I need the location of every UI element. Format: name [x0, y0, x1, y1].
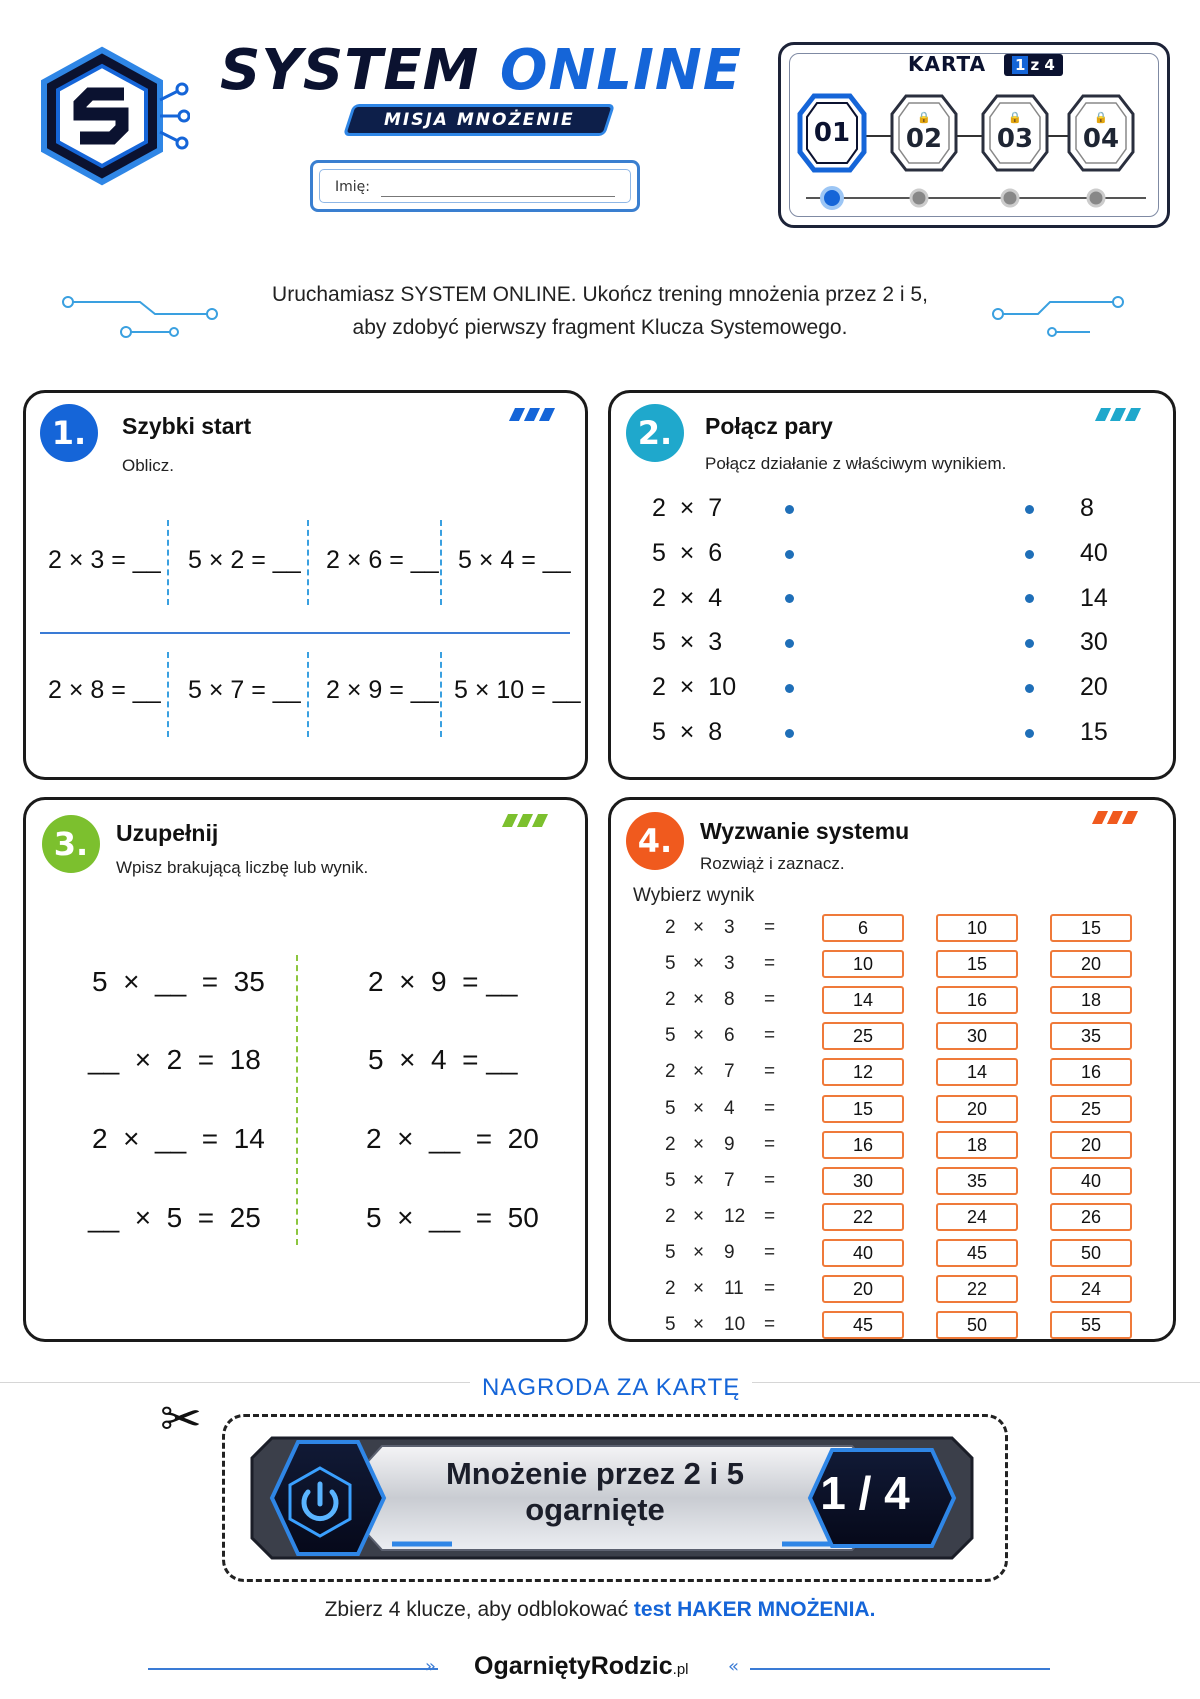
collect-text: Zbierz 4 klucze, aby odblokować [324, 1598, 634, 1621]
pair-left-dot[interactable] [785, 505, 794, 514]
challenge-factor-b: 3 [724, 953, 735, 974]
intro-line-2: aby zdobyć pierwszy fragment Klucza Systemowego. [352, 316, 848, 339]
lock-icon: 🔒 [1008, 111, 1022, 124]
column-divider [167, 520, 169, 605]
power-icon [282, 1464, 358, 1540]
challenge-times-sign: × [693, 1170, 705, 1191]
answer-option[interactable]: 40 [1050, 1167, 1132, 1195]
card-counter-total: z 4 [1030, 56, 1055, 74]
reward-text [420, 1456, 770, 1528]
fill-equation[interactable]: 5 × 4 = __ [368, 1044, 518, 1075]
column-divider [307, 652, 309, 737]
level-01-number: 01 [813, 118, 851, 148]
footer-line-right [750, 1668, 1050, 1670]
task-1-badge: 1. [40, 404, 98, 462]
answer-option[interactable]: 45 [936, 1239, 1018, 1267]
answer-option[interactable]: 22 [936, 1275, 1018, 1303]
task-3-stripes [505, 814, 545, 827]
challenge-factor-a: 2 [665, 1061, 676, 1082]
answer-option[interactable]: 25 [1050, 1095, 1132, 1123]
pair-result: 40 [1080, 539, 1108, 567]
chevron-left-icon: « [728, 1656, 740, 1677]
reward-count: 1 / 4 [820, 1467, 910, 1519]
task-2-badge: 2. [626, 404, 684, 462]
collect-highlight: test HAKER MNOŻENIA. [633, 1598, 876, 1621]
task-2-subtitle: Połącz działanie z właściwym wynikiem. [705, 454, 1007, 473]
circuit-decoration-right [990, 290, 1130, 340]
name-writing-line[interactable] [381, 196, 615, 197]
challenge-factor-a: 2 [665, 1134, 676, 1155]
circuit-decoration-left [60, 290, 220, 340]
challenge-times-sign: × [693, 1098, 705, 1119]
system-logo [30, 42, 190, 192]
pair-right-dot[interactable] [1025, 684, 1034, 693]
pair-result: 14 [1080, 584, 1108, 612]
answer-option[interactable]: 26 [1050, 1203, 1132, 1231]
pair-left-dot[interactable] [785, 594, 794, 603]
collect-keys-text [150, 1598, 1050, 1622]
card-counter-current: 1 [1012, 56, 1028, 74]
challenge-factor-b: 9 [724, 1242, 735, 1263]
fill-equation[interactable]: __ × 2 = 18 [88, 1044, 261, 1075]
challenge-factor-a: 2 [665, 1206, 676, 1227]
answer-option[interactable]: 12 [822, 1058, 904, 1086]
reward-line-1: Mnożenie przez 2 i 5 [445, 1456, 744, 1491]
task-3-subtitle: Wpisz brakującą liczbę lub wynik. [116, 858, 369, 877]
task-2-title: Połącz pary [705, 413, 833, 439]
answer-option[interactable]: 22 [822, 1203, 904, 1231]
level-02-number: 02 [905, 124, 943, 154]
challenge-factor-b: 3 [724, 917, 735, 938]
card-label: KARTA [908, 52, 987, 76]
challenge-times-sign: × [693, 1061, 705, 1082]
answer-option[interactable]: 20 [1050, 1131, 1132, 1159]
mission-label: MISJA MNOŻENIE [383, 110, 575, 130]
card-counter-badge [1004, 54, 1063, 76]
answer-option[interactable]: 20 [822, 1275, 904, 1303]
challenge-times-sign: × [693, 1206, 705, 1227]
challenge-factor-a: 5 [665, 1170, 676, 1191]
challenge-equals-sign: = [764, 1314, 776, 1335]
answer-option[interactable]: 14 [936, 1058, 1018, 1086]
challenge-factor-a: 2 [665, 989, 676, 1010]
fill-equation[interactable]: __ × 5 = 25 [88, 1202, 261, 1233]
answer-option[interactable]: 24 [936, 1203, 1018, 1231]
challenge-factor-a: 5 [665, 1314, 676, 1335]
challenge-equals-sign: = [764, 1098, 776, 1119]
pair-result: 30 [1080, 628, 1108, 656]
name-field[interactable] [310, 160, 640, 212]
challenge-equals-sign: = [764, 1061, 776, 1082]
challenge-equals-sign: = [764, 1025, 776, 1046]
task-1-equation[interactable]: 5 × 10 = __ [454, 676, 581, 704]
answer-option[interactable]: 16 [822, 1131, 904, 1159]
answer-option[interactable]: 10 [936, 914, 1018, 942]
challenge-times-sign: × [693, 1278, 705, 1299]
title-online: ONLINE [499, 38, 743, 103]
answer-option[interactable]: 15 [822, 1095, 904, 1123]
choose-result-label: Wybierz wynik [633, 885, 755, 906]
answer-option[interactable]: 50 [1050, 1239, 1132, 1267]
pair-right-dot[interactable] [1025, 550, 1034, 559]
challenge-factor-a: 2 [665, 1278, 676, 1299]
lock-icon: 🔒 [917, 111, 931, 124]
name-label: Imię: [335, 179, 370, 195]
task-1-equation[interactable]: 2 × 8 = __ [48, 676, 161, 704]
challenge-factor-a: 5 [665, 1098, 676, 1119]
pair-right-dot[interactable] [1025, 505, 1034, 514]
column-divider [296, 955, 298, 1245]
challenge-equals-sign: = [764, 1170, 776, 1191]
answer-option[interactable]: 40 [822, 1239, 904, 1267]
challenge-times-sign: × [693, 1134, 705, 1155]
challenge-factor-b: 10 [724, 1314, 746, 1335]
challenge-equals-sign: = [764, 1134, 776, 1155]
answer-option[interactable]: 35 [936, 1167, 1018, 1195]
fill-equation[interactable]: 2 × 9 = __ [368, 966, 518, 997]
reward-line-2: ogarnięte [525, 1492, 665, 1527]
mission-banner [343, 104, 615, 136]
intro-text [230, 278, 970, 344]
task-1-title: Szybki start [122, 413, 252, 439]
level-03-number: 03 [996, 124, 1034, 154]
challenge-times-sign: × [693, 989, 705, 1010]
challenge-equals-sign: = [764, 1278, 776, 1299]
pair-left-dot[interactable] [785, 550, 794, 559]
challenge-factor-b: 8 [724, 989, 735, 1010]
column-divider [167, 652, 169, 737]
answer-option[interactable]: 35 [1050, 1022, 1132, 1050]
answer-option[interactable]: 16 [1050, 1058, 1132, 1086]
chevron-right-icon: » [425, 1656, 437, 1677]
answer-option[interactable]: 15 [936, 950, 1018, 978]
task-1-stripes [512, 408, 552, 421]
pair-result: 8 [1080, 494, 1094, 522]
row-divider [40, 632, 570, 634]
challenge-factor-b: 6 [724, 1025, 735, 1046]
task-1-equation[interactable]: 2 × 6 = __ [326, 546, 439, 574]
answer-option[interactable]: 25 [822, 1022, 904, 1050]
level-04-number: 04 [1082, 124, 1120, 154]
answer-option[interactable]: 45 [822, 1311, 904, 1339]
challenge-times-sign: × [693, 917, 705, 938]
pair-result: 20 [1080, 673, 1108, 701]
answer-option[interactable]: 14 [822, 986, 904, 1014]
level-01[interactable] [796, 92, 868, 174]
challenge-factor-b: 7 [724, 1170, 735, 1191]
task-4-title: Wyzwanie systemu [700, 818, 910, 844]
column-divider [307, 520, 309, 605]
answer-option[interactable]: 15 [1050, 914, 1132, 942]
title-system: SYSTEM [220, 38, 480, 103]
fill-equation[interactable]: 5 × __ = 35 [92, 966, 265, 997]
challenge-times-sign: × [693, 1242, 705, 1263]
task-4-badge: 4. [626, 812, 684, 870]
scissors-icon: ✂ [160, 1390, 202, 1448]
challenge-factor-a: 5 [665, 1242, 676, 1263]
column-divider [440, 520, 442, 605]
task-1-subtitle: Oblicz. [122, 456, 174, 475]
task-1-equation[interactable]: 5 × 4 = __ [458, 546, 571, 574]
answer-option[interactable]: 16 [936, 986, 1018, 1014]
answer-option[interactable]: 6 [822, 914, 904, 942]
pair-left-dot[interactable] [785, 729, 794, 738]
fill-equation[interactable]: 5 × __ = 50 [366, 1202, 539, 1233]
pair-operation: 2 × 7 [652, 494, 723, 522]
footer-line-left [148, 1668, 438, 1670]
task-1-panel [23, 390, 588, 780]
challenge-factor-b: 9 [724, 1134, 735, 1155]
pair-operation: 5 × 8 [652, 718, 723, 746]
task-1-equation[interactable]: 2 × 9 = __ [326, 676, 439, 704]
column-divider [440, 652, 442, 737]
challenge-factor-b: 12 [724, 1206, 746, 1227]
challenge-equals-sign: = [764, 1206, 776, 1227]
answer-option[interactable]: 18 [936, 1131, 1018, 1159]
challenge-equals-sign: = [764, 917, 776, 938]
task-3-badge: 3. [42, 815, 100, 873]
challenge-times-sign: × [693, 953, 705, 974]
pair-right-dot[interactable] [1025, 729, 1034, 738]
task-3-title: Uzupełnij [116, 820, 219, 846]
answer-option[interactable]: 20 [936, 1095, 1018, 1123]
answer-option[interactable]: 55 [1050, 1311, 1132, 1339]
task-1-equation[interactable]: 2 × 3 = __ [48, 546, 161, 574]
challenge-factor-b: 4 [724, 1098, 735, 1119]
pair-operation: 5 × 6 [652, 539, 723, 567]
answer-option[interactable]: 30 [822, 1167, 904, 1195]
answer-option[interactable]: 20 [1050, 950, 1132, 978]
challenge-equals-sign: = [764, 1242, 776, 1263]
page-title [220, 38, 742, 103]
task-2-stripes [1098, 408, 1138, 421]
answer-option[interactable]: 30 [936, 1022, 1018, 1050]
level-04[interactable] [1065, 92, 1137, 174]
brand-logo [474, 1652, 689, 1681]
pair-left-dot[interactable] [785, 684, 794, 693]
pair-operation: 5 × 3 [652, 628, 723, 656]
pair-right-dot[interactable] [1025, 639, 1034, 648]
answer-option[interactable]: 10 [822, 950, 904, 978]
fill-equation[interactable]: 2 × __ = 14 [92, 1123, 265, 1154]
challenge-times-sign: × [693, 1025, 705, 1046]
pair-operation: 2 × 10 [652, 673, 737, 701]
pair-right-dot[interactable] [1025, 594, 1034, 603]
pair-result: 15 [1080, 718, 1108, 746]
challenge-times-sign: × [693, 1314, 705, 1335]
challenge-factor-b: 11 [724, 1278, 744, 1299]
answer-option[interactable]: 50 [936, 1311, 1018, 1339]
challenge-factor-a: 5 [665, 953, 676, 974]
intro-line-1: Uruchamiasz SYSTEM ONLINE. Ukończ trening mnożenia przez 2 i 5, [272, 283, 928, 306]
task-4-stripes [1095, 811, 1135, 824]
fill-equation[interactable]: 2 × __ = 20 [366, 1123, 539, 1154]
task-1-equation[interactable]: 5 × 2 = __ [188, 546, 301, 574]
brand-suffix: .pl [672, 1661, 689, 1678]
challenge-factor-a: 5 [665, 1025, 676, 1046]
task-4-subtitle: Rozwiąż i zaznacz. [700, 854, 845, 873]
answer-option[interactable]: 24 [1050, 1275, 1132, 1303]
answer-option[interactable]: 18 [1050, 986, 1132, 1014]
pair-operation: 2 × 4 [652, 584, 723, 612]
level-02[interactable] [888, 92, 960, 174]
reward-title: NAGRODA ZA KARTĘ [470, 1374, 752, 1402]
lock-icon: 🔒 [1094, 111, 1108, 124]
challenge-equals-sign: = [764, 989, 776, 1010]
challenge-factor-b: 7 [724, 1061, 735, 1082]
pair-left-dot[interactable] [785, 639, 794, 648]
level-list [796, 92, 1156, 212]
level-03[interactable] [979, 92, 1051, 174]
brand-name: OgarniętyRodzic [474, 1652, 673, 1680]
challenge-factor-a: 2 [665, 917, 676, 938]
challenge-equals-sign: = [764, 953, 776, 974]
task-1-equation[interactable]: 5 × 7 = __ [188, 676, 301, 704]
